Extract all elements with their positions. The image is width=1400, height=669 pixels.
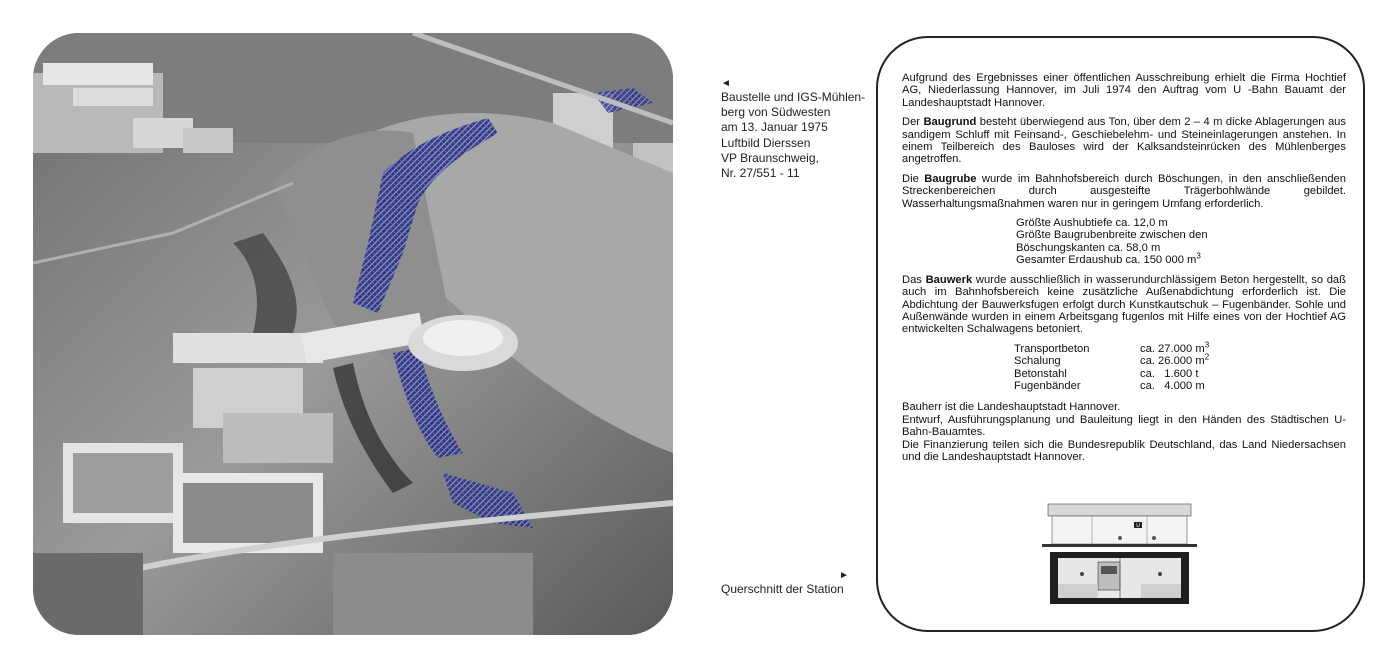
left-arrow-icon: ◄ [721,78,731,89]
materials-table [1014,339,1210,393]
fact-line: Größte Baugrubenbreite zwischen den [1016,229,1208,242]
table-row [1014,343,1209,355]
value-text: ca. 1.600 t [1140,367,1199,380]
keyword-baugrube: Baugrube [924,172,977,185]
text-span: Die [902,172,925,185]
table-row [1014,380,1209,392]
material-value [1140,352,1210,368]
paragraph-baugrund [902,116,1346,166]
keyword-baugrund: Baugrund [923,116,977,129]
text-panel [902,72,1346,463]
paragraph-bauwerk [902,274,1346,336]
fact-line: Böschungskanten ca. 58,0 m [1016,241,1161,254]
right-arrow-icon: ► [839,570,849,581]
fact-text: Gesamter Erdaushub ca. 150 000 m [1016,254,1197,267]
table-row [1014,355,1209,367]
value-text: ca. 4.000 m [1140,379,1205,392]
photo-caption-line: VP Braunschweig, [721,150,819,165]
cross-section-caption [721,570,871,597]
aerial-photo [33,33,673,635]
material-label: Transportbeton [1014,342,1090,355]
material-value [1140,339,1210,355]
client-line: Die Finanzierung teilen sich die Bundesrepublik Deutschland, das Land Niedersachsen und die Landeshauptstadt Hannover. [902,438,1346,463]
text-span: Der [902,116,924,129]
value-text: ca. 26.000 m [1140,355,1205,368]
value-superscript: 2 [1204,352,1210,362]
text-span: wurde im Bahnhofsbereich durch Böschungen, in den anschließenden Streckenbereichen durch ausgesteifte Trägerbohlwände gebildet. Wasserhaltungsmaßnahmen waren nur in geringem Umfang erforderlich. [902,172,1346,210]
photo-caption [721,78,871,181]
photo-caption-line: Baustelle und IGS-Mühlen- [721,90,866,104]
paragraph-baugrube [902,173,1346,210]
material-value [1140,380,1209,392]
material-value [1140,368,1209,380]
photo-caption-line: berg von Südwesten [721,105,831,120]
text-span: Das [902,273,926,286]
photo-caption-line: Luftbild Dierssen [721,135,811,150]
client-line: Bauherr ist die Landeshauptstadt Hannover. [902,401,1121,414]
aerial-photo-image [33,33,673,635]
material-label: Betonstahl [1014,367,1067,380]
value-text: ca. 27.000 m [1140,342,1205,355]
station-sign-text: U [1136,523,1140,529]
material-label: Fugenbänder [1014,379,1081,392]
paragraph-contract: Aufgrund des Ergebnisses einer öffentlichen Ausschreibung erhielt die Firma Hochtief AG, Niederlassung Hannover, im Juli 1974 den Auftrag vom U -Bahn Bauamt der Landeshauptstadt Hannover. [902,72,1346,109]
keyword-bauwerk: Bauwerk [925,273,973,286]
fact-line [1016,251,1346,267]
text-span: besteht überwiegend aus Ton, über dem 2 – 4 m dicke Ablagerungen aus sandigem Schluff mit Feinsand-, Geschiebelehm- und Steineinlagerungen anstehen. In einem Teilbereich des Bauloses wird der Kalksandsteinrücken des Mühlenberges angetroffen. [902,116,1347,166]
excavation-facts [1016,217,1346,267]
material-label: Schalung [1014,355,1061,368]
table-row [1014,368,1209,380]
fact-line: Größte Aushubtiefe ca. 12,0 m [1016,217,1168,230]
photo-caption-line: am 13. Januar 1975 [721,120,828,135]
text-span: wurde ausschließlich in wasserundurchlässigem Beton hergestellt, so daß auch im Bahnhofsbereich keine zusätzliche Außenabdichtung erforderlich ist. Die Abdichtung der Bauwerksfugen erfolgt durch Kunstkautschuk – Fugenbänder. Sohle und Außenwände wurden in einem Arbeitsgang fugenlos mit Hilfe eines von der Hochtief AG entwickelten Schalwagens betoniert. [902,273,1346,336]
paragraph-client [902,401,1346,463]
photo-caption-line: Nr. 27/551 - 11 [721,166,800,181]
cross-section-caption-text: Querschnitt der Station [721,582,844,596]
value-superscript: 3 [1204,339,1210,349]
client-line: Entwurf, Ausführungsplanung und Bauleitung liegt in den Händen des Städtischen U-Bahn-Bauamtes. [902,413,1346,439]
station-cross-section-drawing [1042,500,1197,606]
fact-superscript: 3 [1196,251,1201,261]
